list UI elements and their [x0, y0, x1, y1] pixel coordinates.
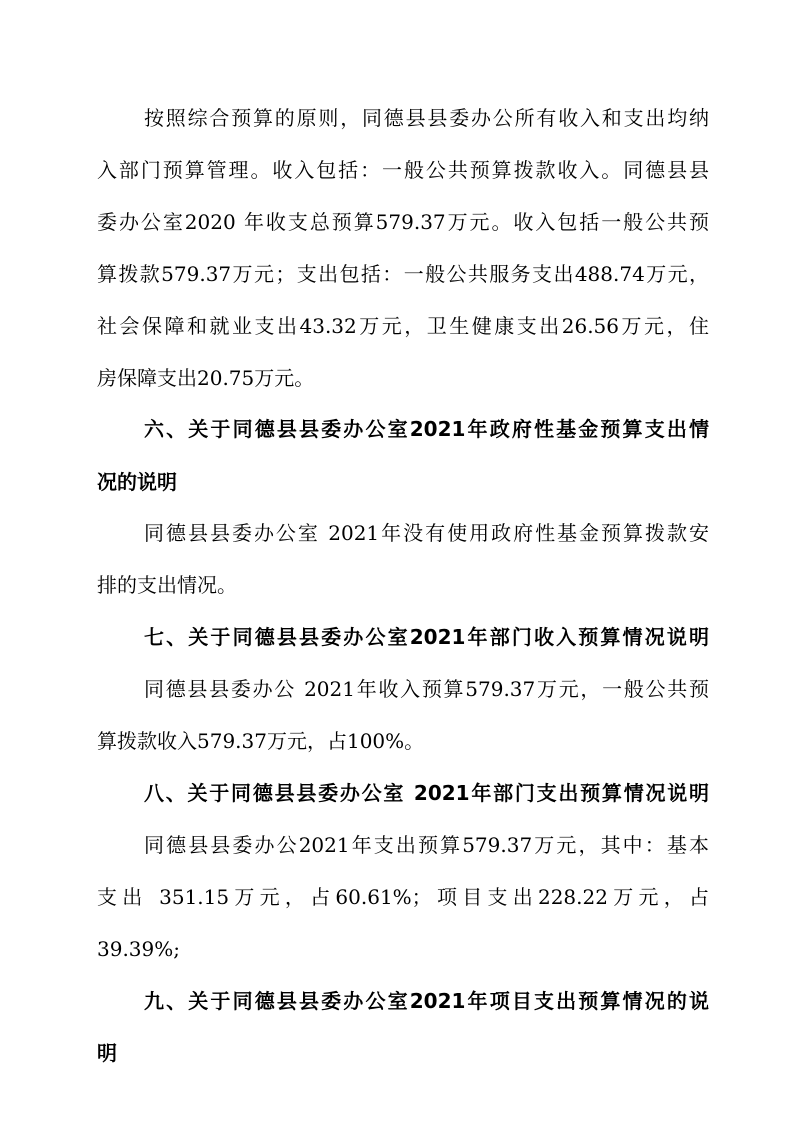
paragraph-line: 39.39%; [97, 937, 180, 961]
paragraph-line: 同德县县委办公 2021年收入预算579.37万元，一般公共预 [144, 677, 709, 701]
section-heading: 六、关于同德县县委办公室2021年政府性基金预算支出情 [144, 417, 709, 441]
paragraph-line: 算拨款579.37万元；支出包括：一般公共服务支出488.74万元， [97, 262, 709, 286]
section-heading: 九、关于同德县县委办公室2021年项目支出预算情况的说 [144, 989, 709, 1013]
paragraph-line: 同德县县委办公室 2021年没有使用政府性基金预算拨款安 [144, 521, 709, 545]
paragraph-line: 按照综合预算的原则，同德县县委办公所有收入和支出均纳 [144, 106, 709, 130]
section-heading: 况的说明 [97, 470, 177, 494]
paragraph-line: 社会保障和就业支出43.32万元，卫生健康支出26.56万元，住 [97, 314, 709, 338]
paragraph-line: 算拨款收入579.37万元，占100%。 [97, 729, 425, 753]
section-heading: 七、关于同德县县委办公室2021年部门收入预算情况说明 [144, 625, 709, 649]
paragraph-line: 入部门预算管理。收入包括：一般公共预算拨款收入。同德县县 [97, 158, 709, 182]
paragraph-line: 同德县县委办公2021年支出预算579.37万元，其中：基本 [144, 833, 709, 857]
paragraph-line: 排的支出情况。 [97, 573, 237, 597]
paragraph-line: 支出 351.15万元，占60.61%；项目支出228.22万元，占 [97, 885, 709, 909]
paragraph-line: 委办公室2020 年收支总预算579.37万元。收入包括一般公共预 [97, 210, 709, 234]
paragraph-line: 房保障支出20.75万元。 [97, 366, 315, 390]
section-heading: 八、关于同德县县委办公室 2021年部门支出预算情况说明 [144, 781, 709, 805]
section-heading: 明 [97, 1041, 117, 1065]
